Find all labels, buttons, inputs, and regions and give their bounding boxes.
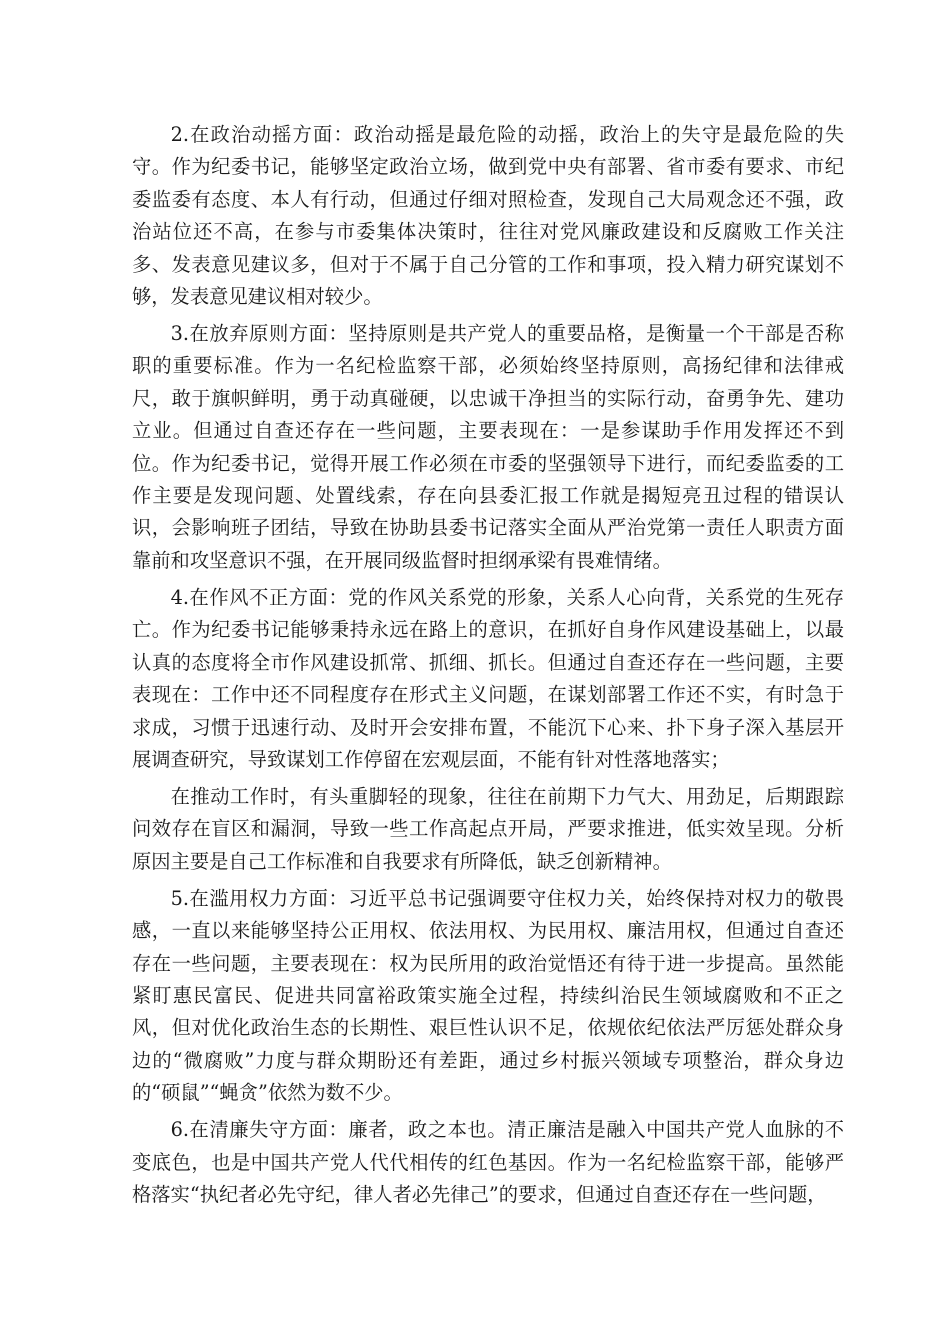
paragraph-improper-style: 4.在作风不正方面：党的作风关系党的形象，关系人心向背，关系党的生死存亡。作为纪委书记能够秉持永远在路上的意识，在抓好自身作风建设基础上，以最认真的态度将全市作风建设抓常、抓细、抓长。但通过自查还存在一些问题，主要表现在：工作中还不同程度存在形式主义问题，在谋划部署工作还不实，有时急于求成，习惯于迅速行动、及时开会安排布置，不能沉下心来、扑下身子深入基层开展调查研究，导致谋划工作停留在宏观层面，不能有针对性落地落实；	[132, 585, 844, 771]
document-body	[132, 119, 844, 1216]
paragraph-abandoning-principles: 3.在放弃原则方面：坚持原则是共产党人的重要品格，是衡量一个干部是否称职的重要标准。作为一名纪检监察干部，必须始终坚持原则，高扬纪律和法律戒尺，敢于旗帜鲜明，勇于动真碰硬，以忠诚干净担当的实际行动，奋勇争先、建功立业。但通过自查还存在一些问题，主要表现在：一是参谋助手作用发挥还不到位。作为纪委书记，觉得开展工作必须在市委的坚强领导下进行，而纪委监委的工作主要是发现问题、处置线索，存在向县委汇报工作就是揭短亮丑过程的错误认识，会影响班子团结，导致在协助县委书记落实全面从严治党第一责任人职责方面靠前和攻坚意识不强，在开展同级监督时担纲承梁有畏难情绪。	[132, 322, 844, 572]
paragraph-political-wavering: 2.在政治动摇方面：政治动摇是最危险的动摇，政治上的失守是最危险的失守。作为纪委书记，能够坚定政治立场，做到党中央有部署、省市委有要求、市纪委监委有态度、本人有行动，但通过仔细对照检查，发现自己大局观念还不强，政治站位还不高，在参与市委集体决策时，往往对党风廉政建设和反腐败工作关注多、发表意见建议多，但对于不属于自己分管的工作和事项，投入精力研究谋划不够，发表意见建议相对较少。	[132, 123, 844, 309]
paragraph-promoting-work: 在推动工作时，有头重脚轻的现象，往往在前期下力气大、用劲足，后期跟踪问效存在盲区和漏洞，导致一些工作高起点开局，严要求推进，低实效呈现。分析原因主要是自己工作标准和自我要求有所降低，缺乏创新精神。	[132, 784, 844, 873]
paragraph-integrity-lapse: 6.在清廉失守方面：廉者，政之本也。清正廉洁是融入中国共产党人血脉的不变底色，也是中国共产党人代代相传的红色基因。作为一名纪检监察干部，能够严格落实“执纪者必先守纪，律人者必先律己”的要求，但通过自查还存在一些问题，	[132, 1118, 844, 1206]
paragraph-abuse-of-power: 5.在滥用权力方面：习近平总书记强调要守住权力关，始终保持对权力的敬畏感，一直以来能够坚持公正用权、依法用权、为民用权、廉洁用权，但通过自查还存在一些问题，主要表现在：权为民所用的政治觉悟还有待于进一步提高。虽然能紧盯惠民富民、促进共同富裕政策实施全过程，持续纠治民生领域腐败和不正之风，但对优化政治生态的长期性、艰巨性认识不足，依规依纪依法严厉惩处群众身边的“微腐败”力度与群众期盼还有差距，通过乡村振兴领域专项整治，群众身边的“硕鼠”“蝇贪”依然为数不少。	[132, 886, 844, 1105]
